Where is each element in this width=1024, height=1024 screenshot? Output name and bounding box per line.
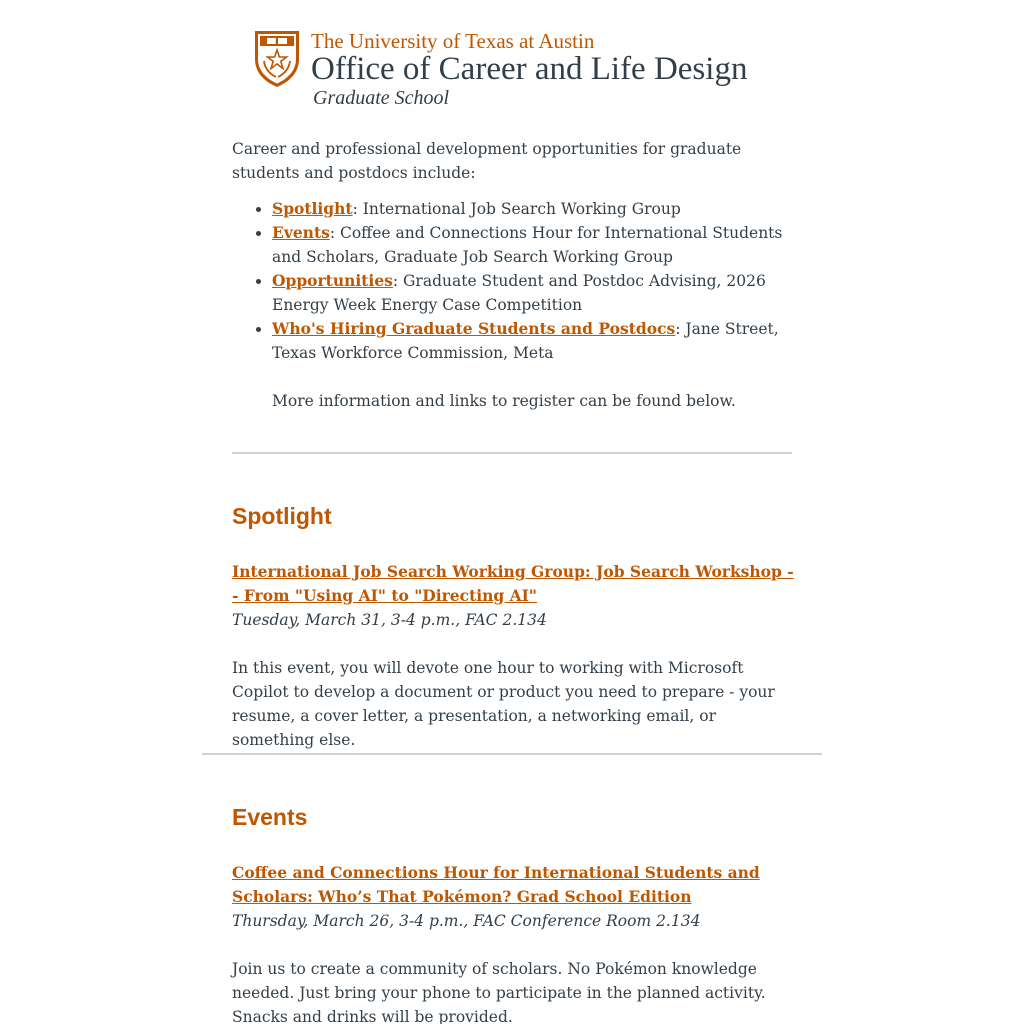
- events-event-date: Thursday, March 26, 3-4 p.m., FAC Conference Room 2.134: [232, 912, 701, 930]
- events-event-link[interactable]: Coffee and Connections Hour for International Students and Scholars: Who’s That Pokémon? Grad School Edition: [232, 863, 760, 906]
- list-item-text: : Jane Street, Texas Workforce Commission, Meta: [272, 320, 779, 362]
- office-logo: [253, 28, 793, 112]
- list-item: [272, 221, 792, 269]
- spotlight-event-description: In this event, you will devote one hour to working with Microsoft Copilot to develop a document or product you need to prepare - your resume, a cover letter, a presentation, a networking email, or something else.: [232, 659, 775, 749]
- events-section: [232, 803, 794, 1024]
- spotlight-event-date: Tuesday, March 31, 3-4 p.m., FAC 2.134: [232, 611, 547, 629]
- ut-seal-icon: [253, 29, 301, 89]
- events-heading: Events: [232, 804, 308, 830]
- intro-list: [232, 197, 792, 365]
- spotlight-heading: Spotlight: [232, 503, 332, 529]
- opportunities-link[interactable]: Opportunities: [272, 271, 393, 290]
- office-name: Office of Career and Life Design: [311, 51, 748, 87]
- list-item-text: : International Job Search Working Group: [352, 200, 681, 218]
- divider: [202, 753, 822, 755]
- list-item-text: : Coffee and Connections Hour for International Students and Scholars, Graduate Job Search Working Group: [272, 224, 783, 266]
- list-item: [272, 197, 792, 221]
- school-name: Graduate School: [313, 87, 450, 109]
- spotlight-event-link[interactable]: International Job Search Working Group: Job Search Workshop -- From "Using AI" to "Directing AI": [232, 562, 794, 605]
- intro-text: Career and professional development opportunities for graduate students and postdocs include:: [232, 140, 742, 182]
- whos-hiring-link[interactable]: Who's Hiring Graduate Students and Postdocs: [272, 319, 676, 338]
- events-event-description: Join us to create a community of scholars. No Pokémon knowledge needed. Just bring your phone to participate in the planned activity. Snacks and drinks will be provided.: [232, 960, 766, 1024]
- divider: [232, 452, 792, 454]
- events-link[interactable]: Events: [272, 223, 330, 242]
- spotlight-link[interactable]: Spotlight: [272, 199, 353, 218]
- university-name: The University of Texas at Austin: [311, 29, 595, 53]
- list-item: [272, 317, 792, 365]
- list-item-text: : Graduate Student and Postdoc Advising, 2026 Energy Week Energy Case Competition: [272, 272, 766, 314]
- more-info-text: More information and links to register can be found below.: [272, 392, 736, 410]
- list-item: [272, 269, 792, 317]
- spotlight-section: [232, 502, 794, 768]
- intro-section: [232, 137, 792, 413]
